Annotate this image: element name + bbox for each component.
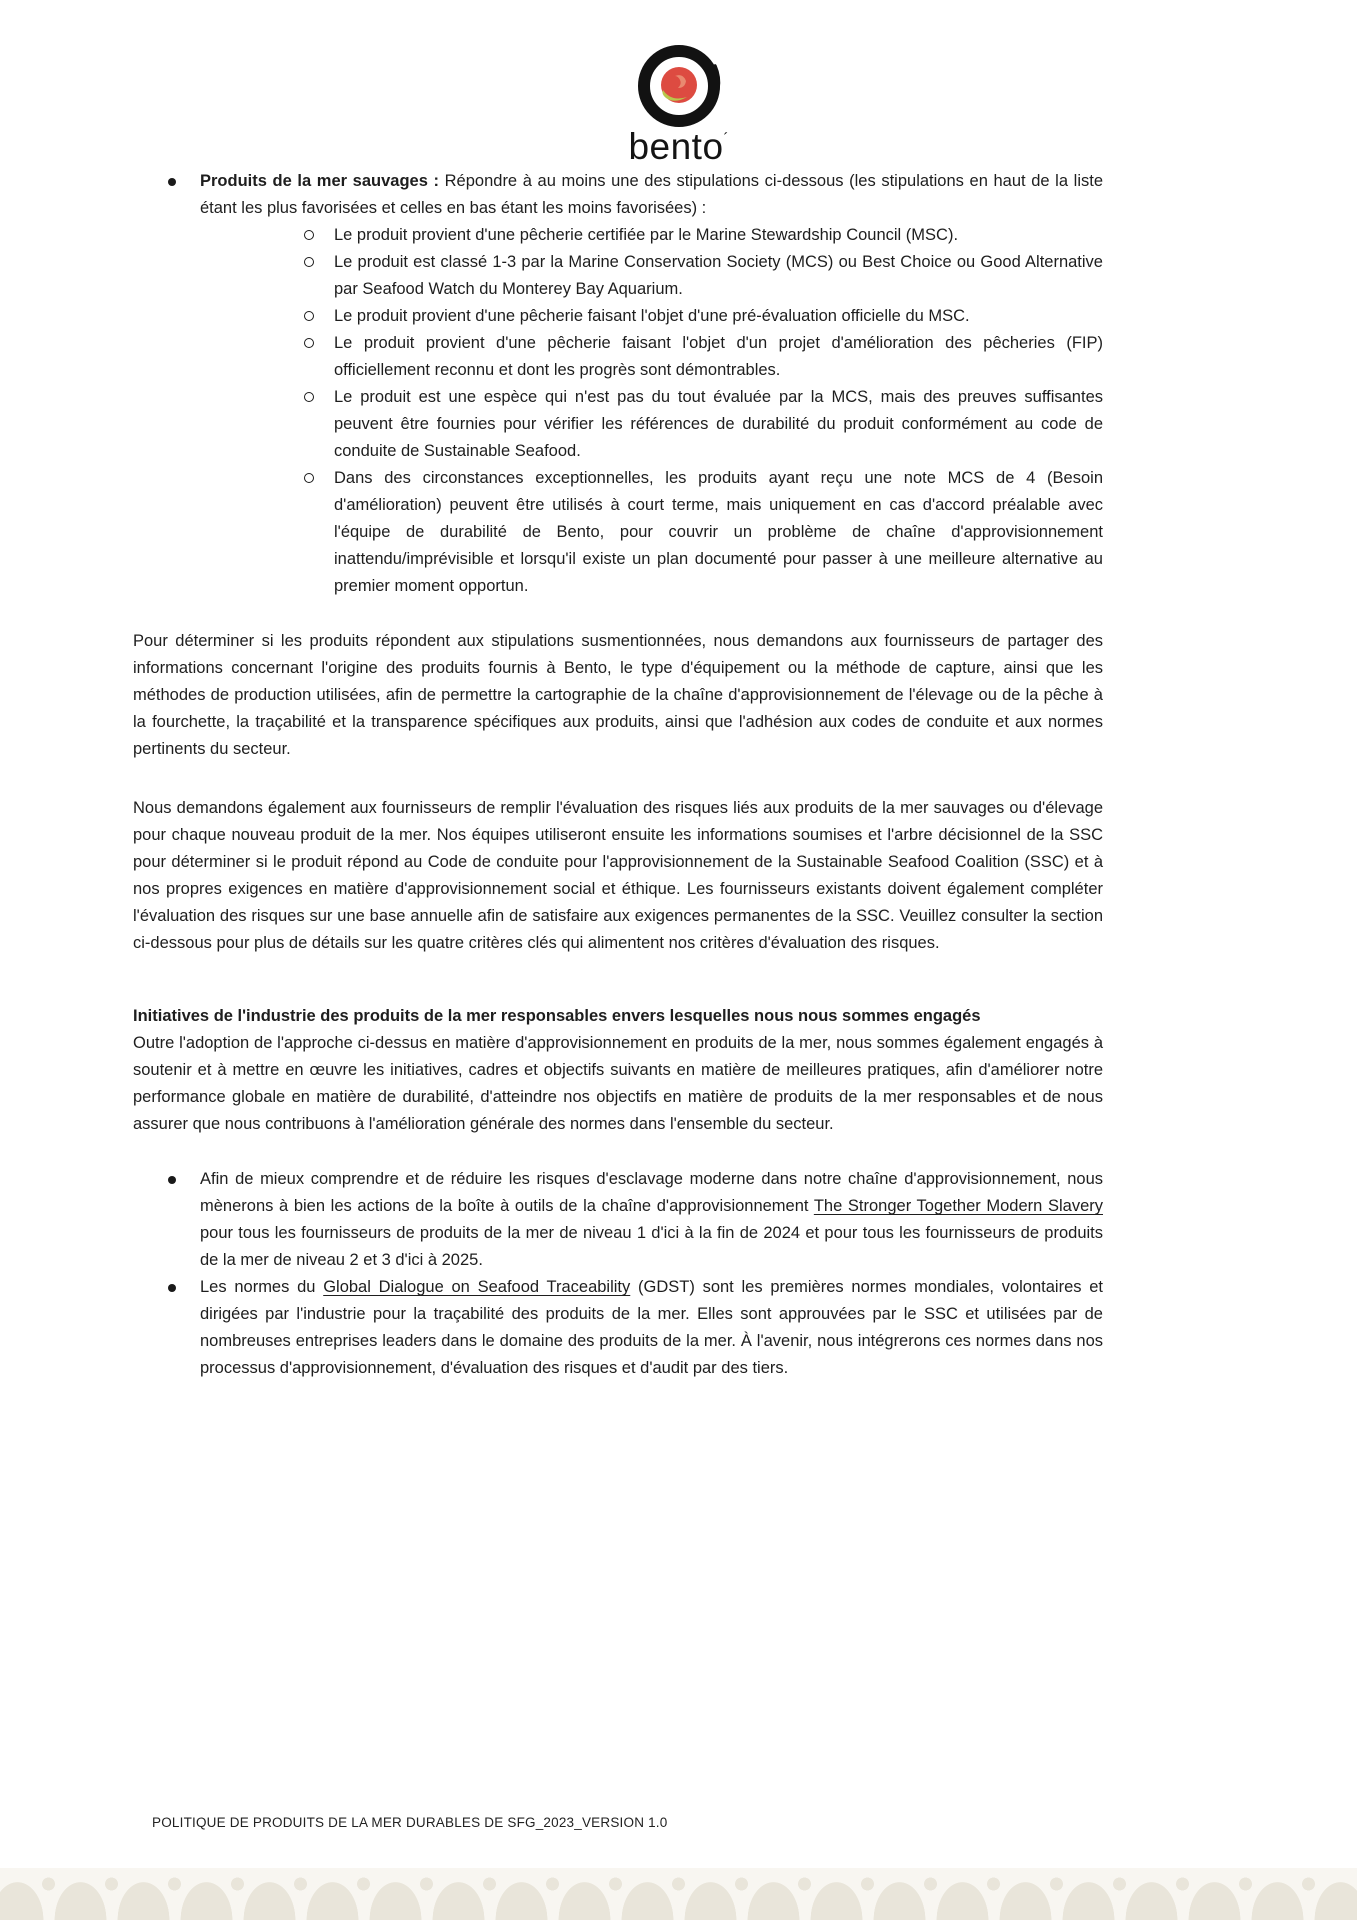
section-intro: Outre l'adoption de l'approche ci-dessus en matière d'approvisionnement en produits de la mer, nous sommes également engagés à soutenir et à mettre en œuvre les initiatives, cadres et objectifs suivants en matière de meilleures pratiques, afin d'améliorer notre performance globale en matière de durabilité, d'atteindre nos objectifs en matière de produits de la mer responsables et de nous assurer que nous contribuons à l'amélioration générale des normes dans l'ensemble du secteur.	[133, 1034, 1103, 1133]
sub-item-text: Dans des circonstances exceptionnelles, les produits ayant reçu une note MCS de 4 (Besoin d'amélioration) peuvent être utilisés à court terme, mais uniquement en cas d'accord préalable avec l'équipe de durabilité de Bento, pour couvrir un problème de chaîne d'approvisionnement inattendu/imprévisible et lorsqu'il existe un plan documenté pour passer à une meilleure alternative au premier moment opportun.	[334, 469, 1103, 595]
initiatives-list	[133, 1166, 1103, 1382]
bullet-icon	[168, 1284, 176, 1292]
circle-bullet-icon	[304, 230, 314, 240]
circle-bullet-icon	[304, 473, 314, 483]
bullet-text-pre: Afin de mieux comprendre et de réduire les risques d'esclavage moderne dans notre chaîne d'approvisionnement, nous mènerons à bien les actions de la boîte à outils de la chaîne d'approvisionnement	[200, 1170, 1103, 1215]
sub-item-text: Le produit provient d'une pêcherie certifiée par le Marine Stewardship Council (MSC).	[334, 226, 959, 244]
bento-logo-icon	[633, 40, 725, 132]
list-item	[200, 249, 1103, 303]
footer-document-title: POLITIQUE DE PRODUITS DE LA MER DURABLES DE SFG_2023_VERSION 1.0	[152, 1815, 668, 1830]
list-item	[200, 303, 1103, 330]
wild-seafood-list	[133, 168, 1103, 600]
circle-bullet-icon	[304, 257, 314, 267]
decorative-scallop-border	[0, 1868, 1357, 1920]
paragraph-risk-assessment: Nous demandons également aux fournisseurs de remplir l'évaluation des risques liés aux produits de la mer sauvages ou d'élevage pour chaque nouveau produit de la mer. Nos équipes utiliseront ensuite les informations soumises et l'arbre décisionnel de la SSC pour déterminer si le produit répond au Code de conduite pour l'approvisionnement de la Sustainable Seafood Coalition (SSC) et à nos propres exigences en matière d'approvisionnement social et éthique. Les fournisseurs existants doivent également compléter l'évaluation des risques sur une base annuelle afin de satisfaire aux exigences permanentes de la SSC. Veuillez consulter la section ci-dessous pour plus de détails sur les quatre critères clés qui alimentent nos critères d'évaluation des risques.	[133, 799, 1103, 952]
bullet-text-post: (GDST) sont les premières normes mondiales, volontaires et dirigées par l'industrie pour la traçabilité des produits de la mer. Elles sont approuvées par le SSC et utilisées par de nombreuses entreprises leaders dans le domaine des produits de la mer. À l'avenir, nous intégrerons ces normes dans nos processus d'approvisionnement, d'évaluation des risques et d'audit par des tiers.	[200, 1278, 1103, 1377]
list-item	[200, 222, 1103, 249]
section-heading: Initiatives de l'industrie des produits de la mer responsables envers lesquelles nous nous sommes engagés	[133, 1007, 981, 1025]
sub-item-text: Le produit est une espèce qui n'est pas du tout évaluée par la MCS, mais des preuves suffisantes peuvent être fournies pour vérifier les références de durabilité du produit conformément au code de conduite de Sustainable Seafood.	[334, 388, 1103, 460]
sub-item-text: Le produit provient d'une pêcherie faisant l'objet d'un projet d'amélioration des pêcheries (FIP) officiellement reconnu et dont les progrès sont démontrables.	[334, 334, 1103, 379]
document-body	[133, 168, 1103, 1382]
sub-item-text: Le produit est classé 1-3 par la Marine Conservation Society (MCS) ou Best Choice ou Good Alternative par Seafood Watch du Monterey Bay Aquarium.	[334, 253, 1103, 298]
list-item	[133, 1274, 1103, 1382]
bullet-icon	[168, 178, 176, 186]
brand-name: bento	[628, 126, 724, 167]
list-item	[200, 330, 1103, 384]
list-item	[200, 465, 1103, 600]
sub-item-text: Le produit provient d'une pêcherie faisant l'objet d'une pré-évaluation officielle du MSC.	[334, 307, 970, 325]
bullet-icon	[168, 1176, 176, 1184]
list-item	[133, 168, 1103, 600]
bullet-text-post: pour tous les fournisseurs de produits de la mer de niveau 1 d'ici à la fin de 2024 et pour tous les fournisseurs de produits de la mer de niveau 2 et 3 d'ici à 2025.	[200, 1224, 1103, 1269]
circle-bullet-icon	[304, 392, 314, 402]
list-item	[133, 1166, 1103, 1274]
circle-bullet-icon	[304, 338, 314, 348]
gdst-link[interactable]: Global Dialogue on Seafood Traceability	[323, 1278, 631, 1296]
wild-seafood-label: Produits de la mer sauvages :	[200, 172, 440, 190]
bento-logo	[0, 40, 1357, 165]
stronger-together-link[interactable]: The Stronger Together Modern Slavery	[813, 1197, 1103, 1215]
list-item	[200, 384, 1103, 465]
paragraph-stipulations: Pour déterminer si les produits répondent aux stipulations susmentionnées, nous demandons aux fournisseurs de partager des informations concernant l'origine des produits fournis à Bento, le type d'équipement ou la méthode de capture, ainsi que les méthodes de production utilisées, afin de permettre la cartographie de la chaîne d'approvisionnement de l'élevage ou de la pêche à la fourchette, la traçabilité et la transparence spécifiques aux produits, ainsi que l'adhésion aux codes de conduite et aux normes pertinents du secteur.	[133, 632, 1103, 758]
bullet-text-pre: Les normes du	[200, 1278, 324, 1296]
circle-bullet-icon	[304, 311, 314, 321]
wild-seafood-text: Répondre à au moins une des stipulations ci-dessous (les stipulations en haut de la liste étant les plus favorisées et celles en bas étant les moins favorisées) :	[200, 172, 1103, 217]
wild-seafood-sublist	[200, 222, 1103, 600]
trademark-mark: ´	[723, 130, 729, 147]
